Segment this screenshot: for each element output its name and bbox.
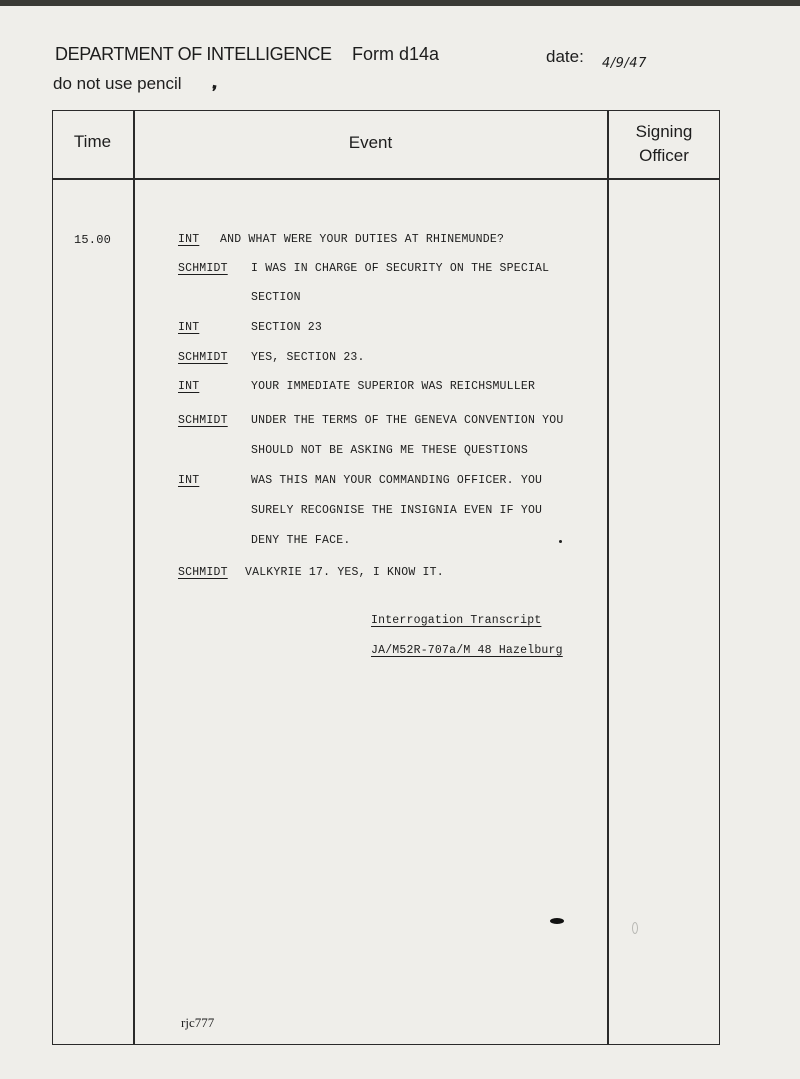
- department-heading: DEPARTMENT OF INTELLIGENCE: [55, 44, 332, 64]
- table-divider: [133, 110, 135, 1045]
- transcript-line: SURELY RECOGNISE THE INSIGNIA EVEN IF YOU: [251, 504, 543, 517]
- form-number: Form d14a: [352, 44, 440, 64]
- reference-code: JA/M52R-707a/M 48 Hazelburg: [371, 644, 563, 657]
- speaker-label: INT: [178, 321, 200, 334]
- transcript-line: SECTION 23: [251, 321, 323, 334]
- ink-dot: [559, 540, 562, 543]
- date-label: date:: [546, 47, 584, 66]
- transcript-line: YOUR IMMEDIATE SUPERIOR WAS REICHSMULLER: [251, 380, 536, 393]
- operator-initials: rjc777: [181, 1015, 215, 1030]
- speaker-label: SCHMIDT: [178, 262, 228, 275]
- speaker-label: SCHMIDT: [178, 351, 228, 364]
- ink-blot: [550, 918, 564, 924]
- entry-time: 15.00: [74, 233, 112, 247]
- transcript-line: SECTION: [251, 291, 301, 304]
- transcript-line: YES, SECTION 23.: [251, 351, 365, 364]
- speaker-label: INT: [178, 233, 200, 246]
- transcript-line: VALKYRIE 17. YES, I KNOW IT.: [245, 566, 444, 579]
- pencil-instruction: do not use pencil: [53, 74, 182, 93]
- transcript-line: I WAS IN CHARGE OF SECURITY ON THE SPECIAL: [251, 262, 550, 275]
- transcript-line: WAS THIS MAN YOUR COMMANDING OFFICER. YOU: [251, 474, 543, 487]
- date-value: 4/9/47: [602, 56, 647, 71]
- column-header-time: Time: [73, 132, 112, 151]
- speaker-label: SCHMIDT: [178, 566, 228, 579]
- column-header-signing-officer: Signing Officer: [635, 122, 693, 165]
- reference-title: Interrogation Transcript: [371, 614, 542, 627]
- transcript-line: SHOULD NOT BE ASKING ME THESE QUESTIONS: [251, 444, 528, 457]
- speaker-label: INT: [178, 474, 200, 487]
- transcript-line: UNDER THE TERMS OF THE GENEVA CONVENTION YOU: [251, 414, 564, 427]
- transcript-line: DENY THE FACE.: [251, 534, 351, 547]
- speaker-label: SCHMIDT: [178, 414, 228, 427]
- ink-mark: ❜: [209, 83, 218, 102]
- scan-edge: [0, 0, 800, 6]
- speaker-label: INT: [178, 380, 200, 393]
- paper-mark: [632, 922, 638, 934]
- table-divider: [607, 110, 609, 1045]
- table-header-rule: [52, 178, 720, 180]
- column-header-event: Event: [348, 133, 393, 152]
- transcript-line: AND WHAT WERE YOUR DUTIES AT RHINEMUNDE?: [220, 233, 505, 246]
